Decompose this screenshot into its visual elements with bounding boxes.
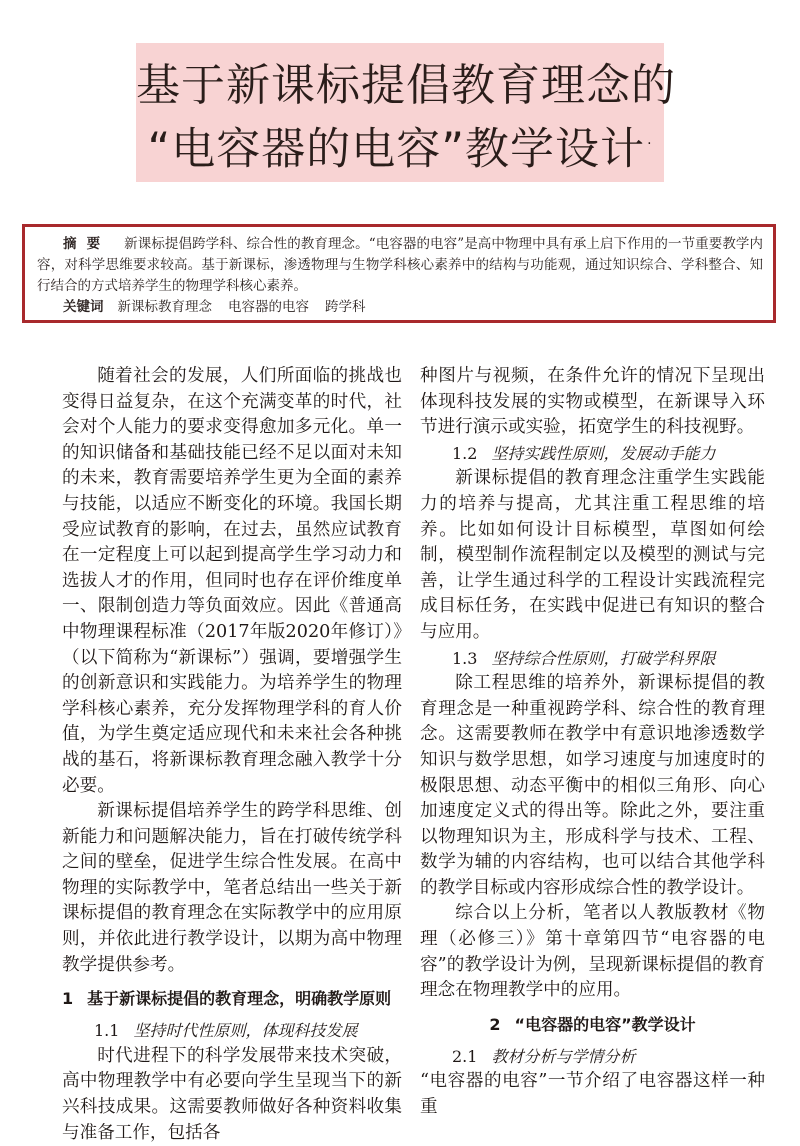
footnote-mark: · (647, 136, 653, 152)
article-title-box (136, 43, 676, 182)
subsection-number: 2.1 (452, 1046, 478, 1066)
keyword: 新课标教育理念 (117, 299, 212, 315)
section-title: 基于新课标提倡的教育理念，明确教学原则 (87, 989, 392, 1009)
body-paragraph-continued: 种图片与视频，在条件允许的情况下呈现出体现科技发展的实物或模型，在新课导入环节进行演示或实验，拓宽学生的科技视野。 (420, 366, 765, 438)
title-line-2-text: “电容器的电容”教学设计 (147, 123, 646, 175)
body-paragraph: 除工程思维的培养外，新课标提倡的教育理念是一种重视跨学科、综合性的教育理念。这需要教师在教学中有意识地渗透数学知识与数学思想，如学习速度与加速度时的极限思想、动态平衡中的相似三角形、向心加速度定义式的得出等。除此之外，要注重以物理知识为主，形成科学与技术、工程、数学为辅的内容结构，也可以结合其他学科的教学目标或内容形成综合性的教学设计。 (420, 673, 765, 898)
title-line-2 (136, 115, 664, 179)
body-paragraph: 综合以上分析，笔者以人教版教材《物理（必修三）》第十章第四节“电容器的电容”的教学设计为例，呈现新课标提倡的教育理念在物理教学中的应用。 (420, 903, 765, 1001)
keyword: 跨学科 (325, 299, 366, 315)
section-number: 2 (489, 1014, 501, 1034)
subsection-title: 坚持实践性原则，发展动手能力 (491, 443, 716, 463)
title-line-1: 基于新课标提倡教育理念的 (136, 60, 676, 111)
body-paragraph: “电容器的电容”一节介绍了电容器这样一种重 (420, 1071, 765, 1118)
body-paragraph: 新课标提倡的教育理念注重学生实践能力的培养与提高，尤其注重工程思维的培养。比如如何设计目标模型，草图如何绘制，模型制作流程制定以及模型的测试与完善，让学生通过科学的工程设计实践流程完成目标任务，在实践中促进已有知识的整合与应用。 (420, 468, 765, 642)
abstract-text: 新课标提倡跨学科、综合性的教育理念。“电容器的电容”是高中物理中具有承上启下作用的一节重要教学内容，对科学思维要求较高。基于新课标，渗透物理与生物学科核心素养中的结构与功能观，通过知识综合、学科整合、知行结合的方式培养学生的物理学科核心素养。 (37, 236, 763, 294)
subsection-heading-1-1 (62, 1018, 402, 1044)
subsection-number: 1.2 (452, 443, 478, 463)
keyword: 电容器的电容 (228, 299, 309, 315)
subsection-heading-1-2 (420, 441, 765, 467)
keywords-line (37, 297, 763, 318)
body-paragraph: 新课标提倡培养学生的跨学科思维、创新能力和问题解决能力，旨在打破传统学科之间的壁垒，促进学生综合性发展。在高中物理的实际教学中，笔者总结出一些关于新课标提倡的教育理念在实际教学中的应用原则，并依此进行教学设计，以期为高中物理教学提供参考。 (62, 801, 402, 975)
subsection-title: 坚持时代性原则，体现科技发展 (133, 1021, 358, 1041)
body-paragraph: 随着社会的发展，人们所面临的挑战也变得日益复杂，在这个充满变革的时代，社会对个人能力的要求变得愈加多元化。单一的知识储备和基础技能已经不足以面对未知的未来，教育需要培养学生更为全面的素养与技能，以适应不断变化的环境。我国长期受应试教育的影响，在过去，虽然应试教育在一定程度上可以起到提高学生学习动力和选拔人才的作用，但同时也存在评价维度单一、限制创造力等负面效应。因此《普通高中物理课程标准（2017年版2020年修订）》（以下简称为“新课标”）强调，要增强学生的创新意识和实践能力。为培养学生的物理学科核心素养，充分发挥物理学科的育人价值，为学生奠定适应现代和未来社会各种挑战的基石，将新课标教育理念融入教学十分必要。 (62, 366, 402, 796)
subsection-number: 1.1 (94, 1021, 120, 1041)
abstract-box (22, 224, 776, 323)
abstract-label: 摘要 (63, 236, 111, 252)
section-heading-1 (62, 986, 402, 1012)
body-paragraph: 时代进程下的科学发展带来技术突破，高中物理教学中有必要向学生呈现当下的新兴科技成果。这需要教师做好各种资料收集与准备工作，包括各 (62, 1045, 402, 1143)
subsection-number: 1.3 (452, 648, 478, 668)
subsection-title: 教材分析与学情分析 (491, 1046, 636, 1066)
section-heading-2 (420, 1012, 765, 1038)
subsection-title: 坚持综合性原则，打破学科界限 (491, 648, 716, 668)
section-number: 1 (62, 989, 74, 1009)
abstract-paragraph (37, 234, 763, 297)
left-column (62, 364, 402, 1146)
subsection-heading-1-3 (420, 646, 765, 672)
section-title: “电容器的电容”教学设计 (514, 1014, 696, 1034)
right-column (420, 364, 765, 1121)
keywords-label: 关键词 (63, 299, 104, 315)
